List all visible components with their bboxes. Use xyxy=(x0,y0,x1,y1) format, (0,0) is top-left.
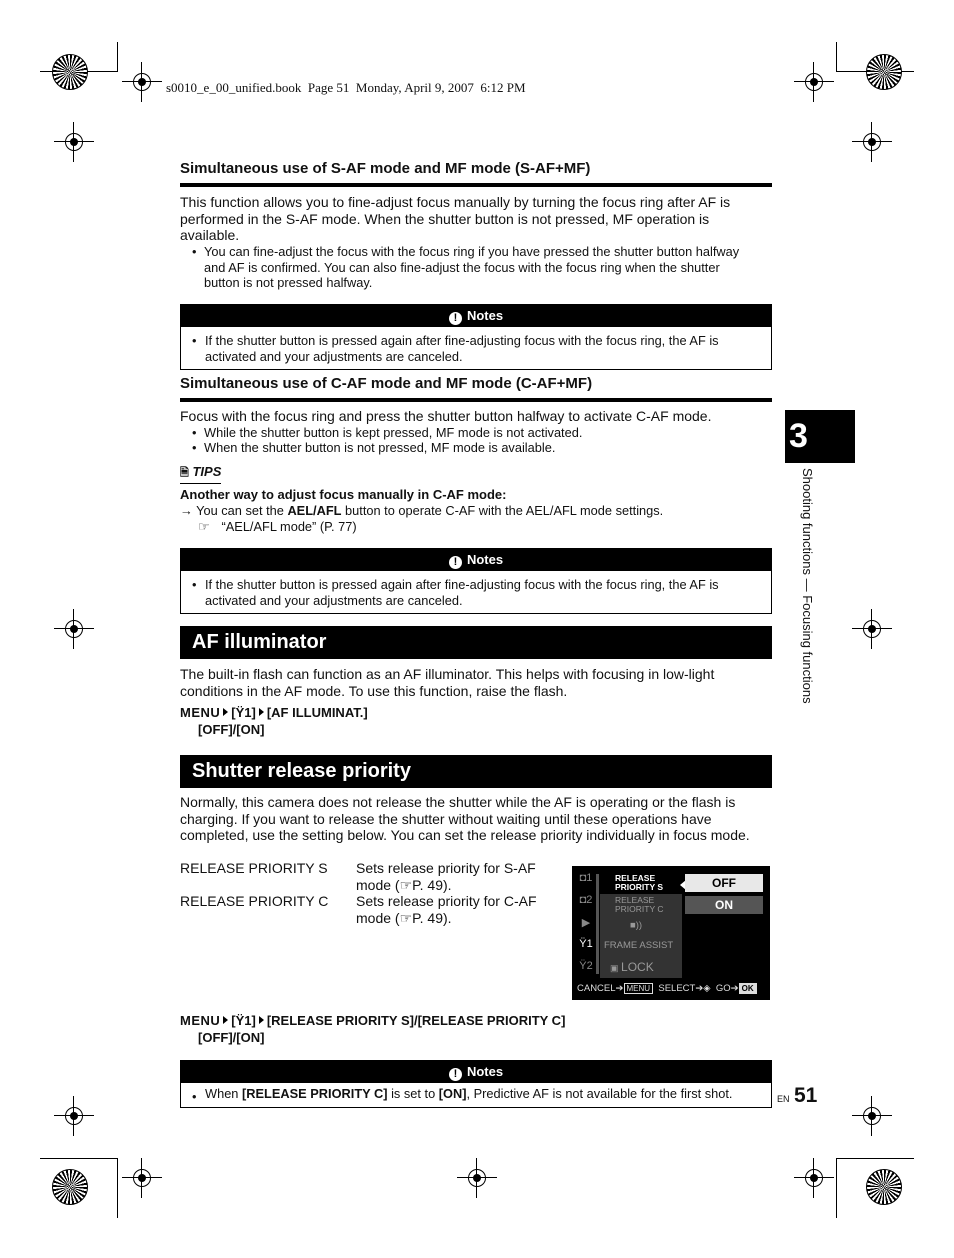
arrow-right-icon xyxy=(223,708,228,716)
menu-item-lock: ▣ LOCK xyxy=(610,960,654,974)
language-code: EN xyxy=(777,1094,790,1104)
notes-title: Notes xyxy=(466,552,504,567)
registration-mark xyxy=(852,1096,892,1136)
color-wheel-top-right xyxy=(866,54,902,90)
notes-text: • If the shutter button is pressed again after fine-adjusting focus with the focus ring, the AF is activated and your adjustments are canceled. xyxy=(181,327,771,369)
camera-tab-icons xyxy=(576,872,596,982)
arrow-icon: → xyxy=(180,503,193,518)
menu-item-sound: ■)) xyxy=(630,920,643,931)
reference-icon: ☞ xyxy=(198,519,210,534)
tips-label: 🗎 TIPS xyxy=(180,464,221,484)
notes-box-3 xyxy=(180,1060,772,1108)
af-illuminator-options: [OFF]/[ON] xyxy=(198,722,265,737)
notes-box-1 xyxy=(180,304,772,370)
notes-box-2 xyxy=(180,548,772,614)
color-wheel-bottom-right xyxy=(866,1169,902,1205)
af-illuminator-title: AF illuminator xyxy=(180,626,772,659)
shutter-priority-menu-path: MENU [Ÿ1] [RELEASE PRIORITY S]/[RELEASE PRIORITY C] xyxy=(180,1013,566,1028)
section-heading-saf-mf: Simultaneous use of S-AF mode and MF mode (S-AF+MF) xyxy=(180,160,591,177)
scroll-bar xyxy=(596,874,599,974)
chapter-tab xyxy=(785,410,855,463)
heading-rule xyxy=(180,183,772,187)
notes-text: • If the shutter button is pressed again after fine-adjusting focus with the focus ring, the AF is activated and your adjustments are canceled. xyxy=(181,571,771,613)
ael-afl-key: AEL/AFL xyxy=(287,503,342,518)
notes-text: • When [RELEASE PRIORITY C] is set to [ON], Predictive AF is not available for the first shot. xyxy=(181,1083,771,1107)
shutter-priority-options: [OFF]/[ON] xyxy=(198,1030,265,1045)
menu-item-frame-assist: FRAME ASSIST xyxy=(604,940,674,951)
section2-bullet: • While the shutter button is kept pressed, MF mode is not activated. xyxy=(192,425,772,441)
registration-mark xyxy=(54,122,94,162)
chapter-number: 3 xyxy=(789,417,808,455)
tips-heading: Another way to adjust focus manually in C-AF mode: xyxy=(180,487,507,502)
exclamation-icon: ! xyxy=(449,556,462,569)
priority-desc: Sets release priority for C-AF mode (☞P. 49). xyxy=(356,893,537,926)
playback-icon: ▶ xyxy=(581,917,591,929)
camera1-icon: ◘1 xyxy=(579,872,593,884)
registration-mark xyxy=(794,62,834,102)
page-number: 51 xyxy=(793,1084,818,1107)
exclamation-icon: ! xyxy=(449,1068,462,1081)
heading-rule xyxy=(180,398,772,402)
camera-menu-list xyxy=(600,872,682,978)
custom2-icon: Ÿ2 xyxy=(579,960,593,972)
registration-mark xyxy=(122,62,162,102)
tips-reference: ☞ “AEL/AFL mode” (P. 77) xyxy=(198,519,357,534)
option-off: OFF xyxy=(685,874,763,892)
camera-screen-guide: CANCEL➔ MENU SELECT➔◈ GO➔ OK xyxy=(577,983,757,994)
registration-mark xyxy=(794,1158,834,1198)
shutter-priority-paragraph: Normally, this camera does not release the shutter while the AF is operating or the flash is charging. If you want to release the shutter without waiting until these operations have completed, use the setting below. You can set the release priority individually in focus mode. xyxy=(180,794,750,843)
section2-bullet: • When the shutter button is not pressed, MF mode is available. xyxy=(192,440,772,456)
color-wheel-bottom-left xyxy=(52,1169,88,1205)
af-illuminator-paragraph: The built-in flash can function as an AF illuminator. This helps with focusing in low-light conditions in the AF mode. To use this function, raise the flash. xyxy=(180,666,715,699)
af-illuminator-menu-path: MENU [Ÿ1] [AF ILLUMINAT.] xyxy=(180,705,368,720)
menu-item-release-priority-s: RELEASE PRIORITY S xyxy=(600,872,682,894)
priority-desc: Sets release priority for S-AF mode (☞P. 49). xyxy=(356,860,536,893)
registration-mark xyxy=(54,609,94,649)
notes-title: Notes xyxy=(466,308,504,323)
color-wheel-top-left xyxy=(52,54,88,90)
tips-line: → You can set the AEL/AFL button to operate C-AF with the AEL/AFL mode settings. xyxy=(180,503,664,518)
section2-paragraph: Focus with the focus ring and press the shutter button halfway to activate C-AF mode. xyxy=(180,408,712,424)
registration-mark xyxy=(122,1158,162,1198)
page-number-area xyxy=(777,1084,817,1108)
menu-button-label: MENU xyxy=(180,1013,221,1028)
arrow-right-icon xyxy=(259,708,264,716)
registration-mark xyxy=(852,122,892,162)
registration-mark xyxy=(457,1158,497,1198)
running-title: Shooting functions — Focusing functions xyxy=(800,468,815,704)
arrow-right-icon xyxy=(259,1016,264,1024)
custom1-icon: Ÿ1 xyxy=(579,938,593,950)
option-on: ON xyxy=(685,896,763,914)
menu-item-release-priority-c: RELEASE PRIORITY C xyxy=(615,895,664,914)
registration-mark xyxy=(54,1096,94,1136)
arrow-right-icon xyxy=(223,1016,228,1024)
camera2-icon: ◘2 xyxy=(579,894,593,906)
priority-name: RELEASE PRIORITY S xyxy=(180,860,328,876)
exclamation-icon: ! xyxy=(449,312,462,325)
camera-menu-screen xyxy=(572,866,770,1000)
registration-mark xyxy=(852,609,892,649)
section1-paragraph: This function allows you to fine-adjust focus manually by turning the focus ring after AF is performed in the S-AF mode. When the shutter button is not pressed, MF operation is available. xyxy=(180,194,731,243)
menu-button-label: MENU xyxy=(180,705,221,720)
file-info-header: s0010_e_00_unified.book Page 51 Monday, April 9, 2007 6:12 PM xyxy=(166,80,526,95)
notes-title: Notes xyxy=(466,1064,504,1079)
section-heading-caf-mf: Simultaneous use of C-AF mode and MF mode (C-AF+MF) xyxy=(180,375,593,392)
note-icon: 🗎 xyxy=(180,467,189,479)
section1-bullet: • You can fine-adjust the focus with the focus ring if you have pressed the shutter button halfway and AF is confirmed. You can also fine-adjust the focus with the focus ring when the shutter button is not pressed halfway. xyxy=(192,244,772,291)
priority-name: RELEASE PRIORITY C xyxy=(180,893,329,909)
shutter-priority-title: Shutter release priority xyxy=(180,755,772,788)
lock-icon: ▣ xyxy=(610,963,622,973)
